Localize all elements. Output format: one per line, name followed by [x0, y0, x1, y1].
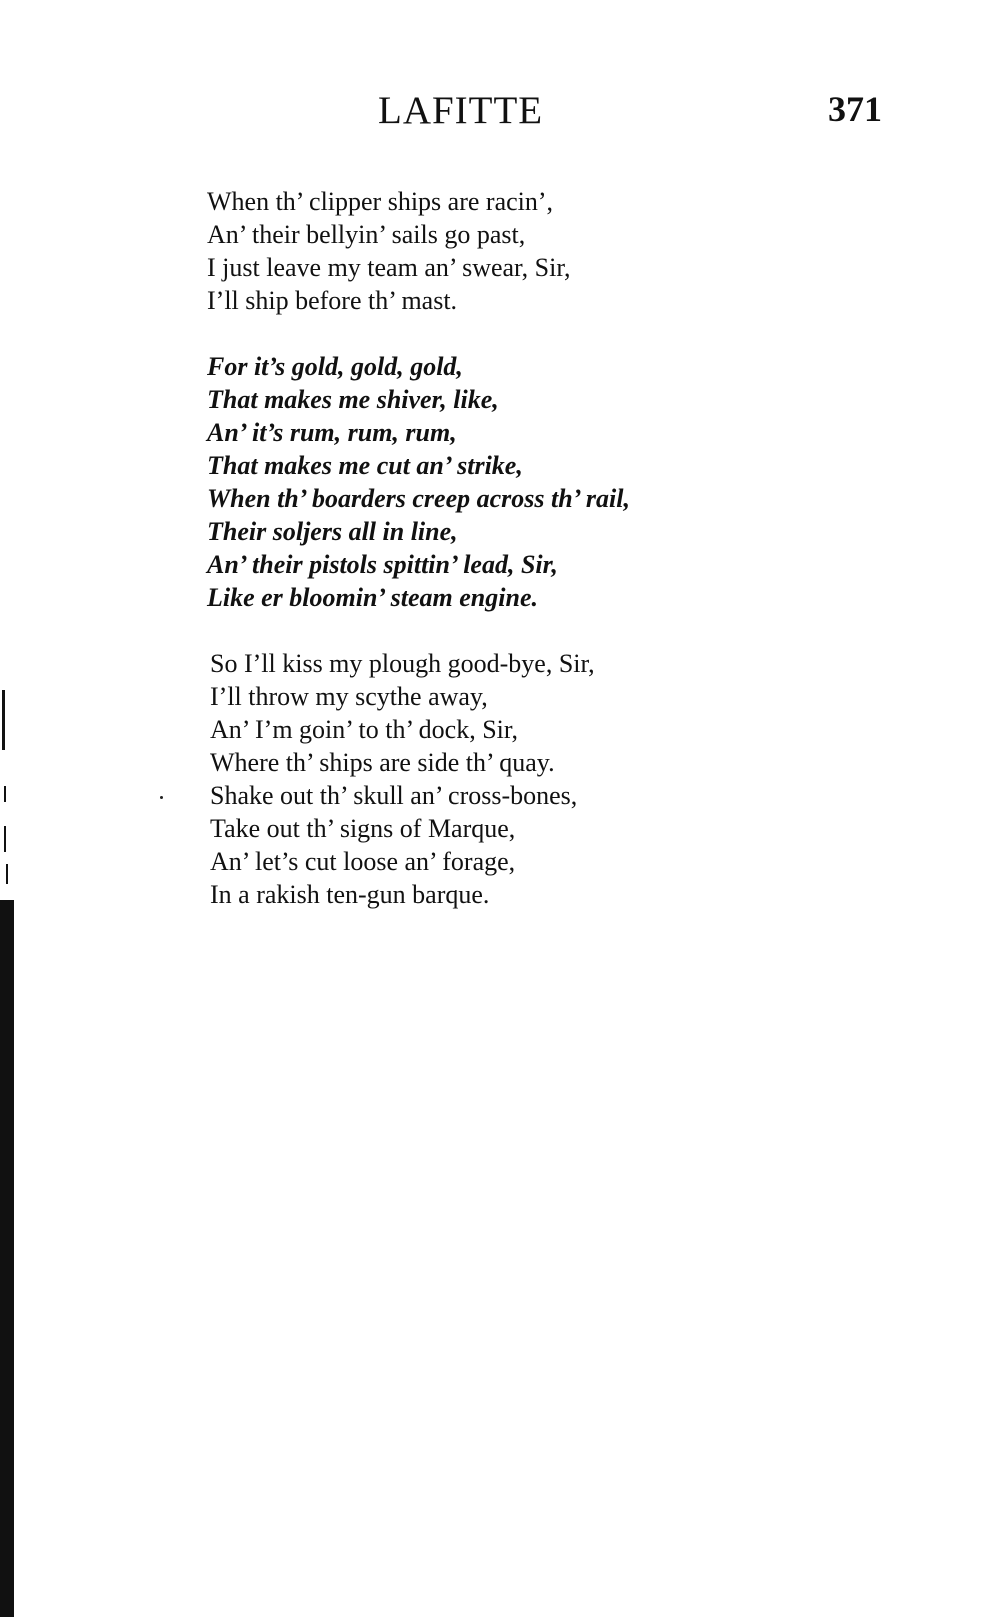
verse-line: That makes me cut an’ strike, [207, 451, 523, 480]
verse-line: An’ their bellyin’ sails go past, [207, 220, 526, 249]
stanza [207, 185, 907, 317]
edge-mark [4, 786, 6, 802]
page-title: LAFITTE [378, 89, 544, 132]
chorus-stanza [207, 350, 907, 614]
verse-line: An’ let’s cut loose an’ forage, [210, 847, 516, 876]
verse-line: Their soljers all in line, [207, 517, 458, 546]
verse-line: For it’s gold, gold, gold, [207, 352, 463, 381]
page-binding-edge [0, 690, 20, 1617]
page-number: 371 [828, 89, 882, 129]
verse-line: I just leave my team an’ swear, Sir, [207, 253, 571, 282]
verse-line: An’ their pistols spittin’ lead, Sir, [207, 550, 558, 579]
verse-line: Take out th’ signs of Marque, [210, 814, 516, 843]
verse-line: When th’ clipper ships are racin’, [207, 187, 554, 216]
verse-line: Where th’ ships are side th’ quay. [210, 748, 555, 777]
stanza [210, 647, 910, 911]
edge-mark [4, 826, 6, 852]
verse-line: That makes me shiver, like, [207, 385, 499, 414]
verse-line: I’ll throw my scythe away, [210, 682, 488, 711]
verse-line: In a rakish ten-gun barque. [210, 880, 490, 909]
edge-shadow [0, 900, 14, 1617]
verse-line: Shake out th’ skull an’ cross-bones, [210, 781, 578, 810]
verse-line: When th’ boarders creep across th’ rail, [207, 484, 630, 513]
edge-mark [2, 690, 5, 750]
verse-line: I’ll ship before th’ mast. [207, 286, 458, 315]
edge-mark [6, 864, 8, 884]
verse-line: Like er bloomin’ steam engine. [207, 583, 538, 612]
verse-line: An’ it’s rum, rum, rum, [207, 418, 457, 447]
running-head [0, 88, 1000, 138]
verse-line: So I’ll kiss my plough good-bye, Sir, [210, 649, 595, 678]
stray-mark [160, 796, 163, 799]
verse-line: An’ I’m goin’ to th’ dock, Sir, [210, 715, 519, 744]
